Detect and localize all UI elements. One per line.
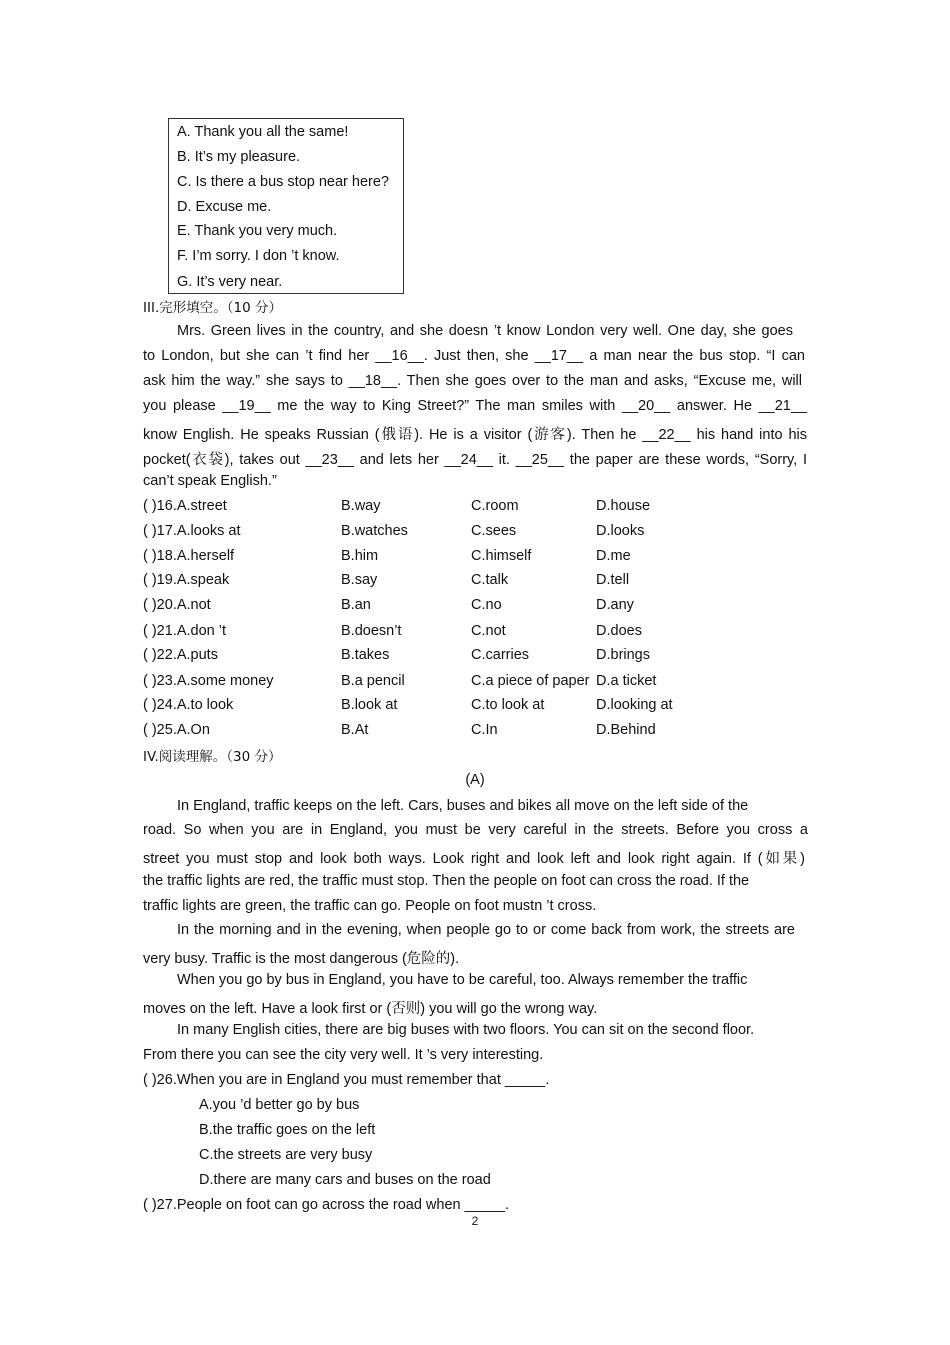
passage-line: Mrs. Green lives in the country, and she doesn ’t know London very well. One day, she goes (177, 323, 793, 339)
passage-line: In England, traffic keeps on the left. Cars, buses and bikes all move on the left side of the (177, 798, 749, 814)
option-d: D.any (596, 597, 634, 613)
option-f: F. I’m sorry. I don ’t know. (177, 248, 340, 264)
passage-line: In the morning and in the evening, when people go to or come back from work, the streets are (177, 922, 795, 938)
section4-subheading: (A) (465, 772, 485, 788)
option-c: C. Is there a bus stop near here? (177, 174, 389, 190)
option-b: B.doesn’t (341, 623, 402, 639)
section3-heading: III.完形填空。（10 分） (143, 300, 282, 316)
option-c: C.In (471, 722, 498, 738)
question-num: ( )24.A.to look (143, 697, 234, 713)
passage-line: When you go by bus in England, you have to be careful, too. Always remember the traffic (177, 972, 748, 988)
question-num: ( )19.A.speak (143, 572, 230, 588)
passage-line: the traffic lights are red, the traffic must stop. Then the people on foot can cross the road. If the (143, 873, 750, 889)
question-num: ( )25.A.On (143, 722, 210, 738)
passage-line: very busy. Traffic is the most dangerous (危险的). (143, 951, 460, 967)
passage-line: From there you can see the city very well. It ’s very interesting. (143, 1047, 544, 1063)
option-b: B.him (341, 548, 379, 564)
option-d: D.Behind (596, 722, 656, 738)
option-d: D.does (596, 623, 642, 639)
question-num: ( )21.A.don ’t (143, 623, 227, 639)
option-c: C.to look at (471, 697, 545, 713)
option-d: D.looks (596, 523, 645, 539)
option-d: D.looking at (596, 697, 673, 713)
passage-line: ask him the way.” she says to __18__. Then she goes over to the man and asks, “Excuse me, will (143, 373, 802, 389)
option-b: B.At (341, 722, 369, 738)
q26-option-d: D.there are many cars and buses on the road (199, 1172, 491, 1188)
option-c: C.not (471, 623, 506, 639)
q26-option-a: A.you ’d better go by bus (199, 1097, 360, 1113)
question-27-stem: ( )27.People on foot can go across the road when _____. (143, 1197, 509, 1213)
option-d: D. Excuse me. (177, 199, 272, 215)
passage-line: street you must stop and look both ways. Look right and look left and look right again. If (如果) (143, 851, 805, 867)
passage-line: to London, but she can ’t find her __16__. Just then, she __17__ a man near the bus stop. “I can (143, 348, 805, 364)
option-b: B.takes (341, 647, 390, 663)
option-c: C.sees (471, 523, 517, 539)
option-c: C.a piece of paper (471, 673, 590, 689)
question-num: ( )16.A.street (143, 498, 227, 514)
option-d: D.me (596, 548, 631, 564)
option-c: C.room (471, 498, 519, 514)
passage-line: know English. He speaks Russian (俄语). He is a visitor (游客). Then he __22__ his hand into his (143, 427, 807, 443)
option-a: A. Thank you all the same! (177, 124, 349, 140)
option-b: B.way (341, 498, 381, 514)
option-e: E. Thank you very much. (177, 223, 338, 239)
question-num: ( )22.A.puts (143, 647, 218, 663)
question-num: ( )18.A.herself (143, 548, 235, 564)
passage-line: can’t speak English.” (143, 473, 277, 489)
passage-line: you please __19__ me the way to King Street?” The man smiles with __20__ answer. He __21__ (143, 398, 807, 414)
q26-option-c: C.the streets are very busy (199, 1147, 373, 1163)
option-d: D.a ticket (596, 673, 657, 689)
passage-line: traffic lights are green, the traffic can go. People on foot mustn ’t cross. (143, 898, 597, 914)
passage-line: road. So when you are in England, you must be very careful in the streets. Before you cross a (143, 822, 808, 838)
option-b: B.look at (341, 697, 398, 713)
option-b: B.a pencil (341, 673, 405, 689)
question-num: ( )20.A.not (143, 597, 211, 613)
option-c: C.carries (471, 647, 530, 663)
passage-line: moves on the left. Have a look first or (否则) you will go the wrong way. (143, 1001, 598, 1017)
question-num: ( )23.A.some money (143, 673, 274, 689)
option-b: B.an (341, 597, 371, 613)
option-c: C.talk (471, 572, 509, 588)
option-d: D.brings (596, 647, 650, 663)
page-number: 2 (471, 1214, 479, 1228)
option-b: B.say (341, 572, 378, 588)
question-num: ( )17.A.looks at (143, 523, 241, 539)
option-c: C.himself (471, 548, 532, 564)
option-g: G. It’s very near. (177, 274, 283, 290)
option-c: C.no (471, 597, 502, 613)
option-b: B.watches (341, 523, 408, 539)
question-26-stem: ( )26.When you are in England you must remember that _____. (143, 1072, 550, 1088)
passage-line: pocket(衣袋), takes out __23__ and lets her __24__ it. __25__ the paper are these words, “Sorry, I (143, 452, 807, 468)
option-b: B. It’s my pleasure. (177, 149, 301, 165)
q26-option-b: B.the traffic goes on the left (199, 1122, 376, 1138)
option-d: D.house (596, 498, 651, 514)
option-d: D.tell (596, 572, 630, 588)
passage-line: In many English cities, there are big buses with two floors. You can sit on the second floor. (177, 1022, 755, 1038)
options-box (168, 118, 404, 294)
section4-heading: IV.阅读理解。（30 分） (143, 749, 282, 765)
